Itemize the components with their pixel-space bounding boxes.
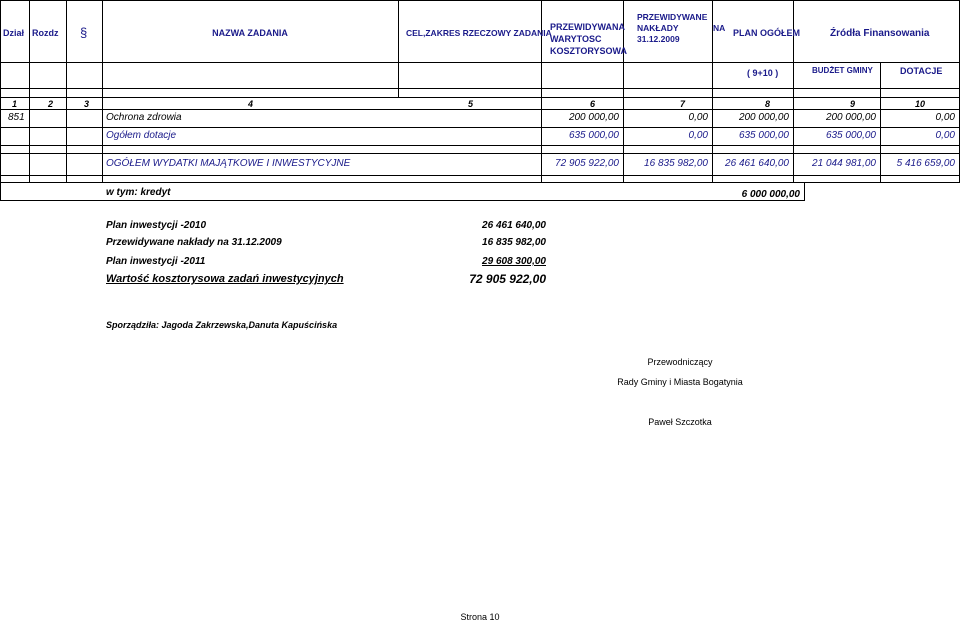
header-paragraph: § <box>80 25 88 40</box>
total-c10: 5 416 659,00 <box>896 158 955 169</box>
summary-label: Plan inwestycji -2010 <box>106 220 207 231</box>
header-naklady-3: 31.12.2009 <box>637 34 680 44</box>
summary-value: 26 461 640,00 <box>482 220 546 231</box>
col-number: 8 <box>765 99 771 109</box>
header-naklady-na: NA <box>713 23 726 33</box>
row-dzial: 851 <box>8 112 25 123</box>
header-przewidywana-2: WARYTOSC <box>550 34 602 44</box>
summary-value: 16 835 982,00 <box>482 237 546 248</box>
row-c7: 0,00 <box>688 112 708 123</box>
summary-value: 72 905 922,00 <box>469 272 546 286</box>
header-naklady-2: NAKŁADY <box>637 23 679 33</box>
row-c9: 200 000,00 <box>825 112 876 123</box>
header-plan: PLAN OGÓŁEM <box>733 28 800 38</box>
row-nazwa: Ochrona zdrowia <box>106 112 182 123</box>
header-cel: CEL,ZAKRES RZECZOWY ZADANIA <box>406 28 552 38</box>
col-number: 6 <box>590 99 596 109</box>
header-naklady-1: PRZEWIDYWANE <box>637 12 708 22</box>
summary-label: Plan inwestycji -2011 <box>106 256 206 267</box>
row-c8: 200 000,00 <box>738 112 789 123</box>
row-c9: 635 000,00 <box>825 130 876 141</box>
col-number: 5 <box>468 99 474 109</box>
col-number: 9 <box>850 99 856 109</box>
header-nazwa: NAZWA ZADANIA <box>212 28 288 38</box>
summary-label: Przewidywane nakłady na 31.12.2009 <box>106 237 282 248</box>
page-number: Strona 10 <box>460 612 500 622</box>
kredyt-value: 6 000 000,00 <box>741 189 800 200</box>
col-number: 2 <box>48 99 54 109</box>
total-label: OGÓŁEM WYDATKI MAJĄTKOWE I INWESTYCYJNE <box>106 158 351 169</box>
row-c6: 635 000,00 <box>568 130 619 141</box>
header-zrodla: Źródła Finansowania <box>830 28 930 39</box>
prepared-by: Sporządziła: Jagoda Zakrzewska,Danuta Kapuścińska <box>106 320 338 330</box>
header-plan-sub: ( 9+10 ) <box>747 68 779 78</box>
signature-title: Przewodniczący <box>647 357 713 367</box>
total-c8: 26 461 640,00 <box>725 158 789 169</box>
col-number: 10 <box>915 99 926 109</box>
col-number: 7 <box>680 99 686 109</box>
header-dzial: Dział <box>3 28 25 38</box>
header-dotacje: DOTACJE <box>900 66 943 76</box>
summary-label: Wartość kosztorysowa zadań inwestycyjnych <box>106 273 344 285</box>
total-c9: 21 044 981,00 <box>812 158 876 169</box>
row-c7: 0,00 <box>688 130 708 141</box>
row-c10: 0,00 <box>935 112 955 123</box>
col-number: 3 <box>84 99 90 109</box>
header-budzet: BUDŻET GMINY <box>812 66 873 75</box>
row-c6: 200 000,00 <box>568 112 619 123</box>
row-c8: 635 000,00 <box>738 130 789 141</box>
total-c7: 16 835 982,00 <box>644 158 708 169</box>
total-c6: 72 905 922,00 <box>555 158 619 169</box>
header-przewidywana-3: KOSZTORYSOWA <box>550 46 628 56</box>
header-przewidywana-1: PRZEWIDYWANA <box>550 22 625 32</box>
kredyt-label: w tym: kredyt <box>106 187 171 198</box>
col-number: 4 <box>248 99 254 109</box>
header-rozdz: Rozdz <box>32 28 59 38</box>
signature-body: Rady Gminy i Miasta Bogatynia <box>617 377 743 387</box>
col-number: 1 <box>12 99 18 109</box>
summary-value: 29 608 300,00 <box>482 256 546 267</box>
row-c10: 0,00 <box>935 130 955 141</box>
row-nazwa: Ogółem dotacje <box>106 130 177 141</box>
signature-name: Paweł Szczotka <box>648 417 712 427</box>
